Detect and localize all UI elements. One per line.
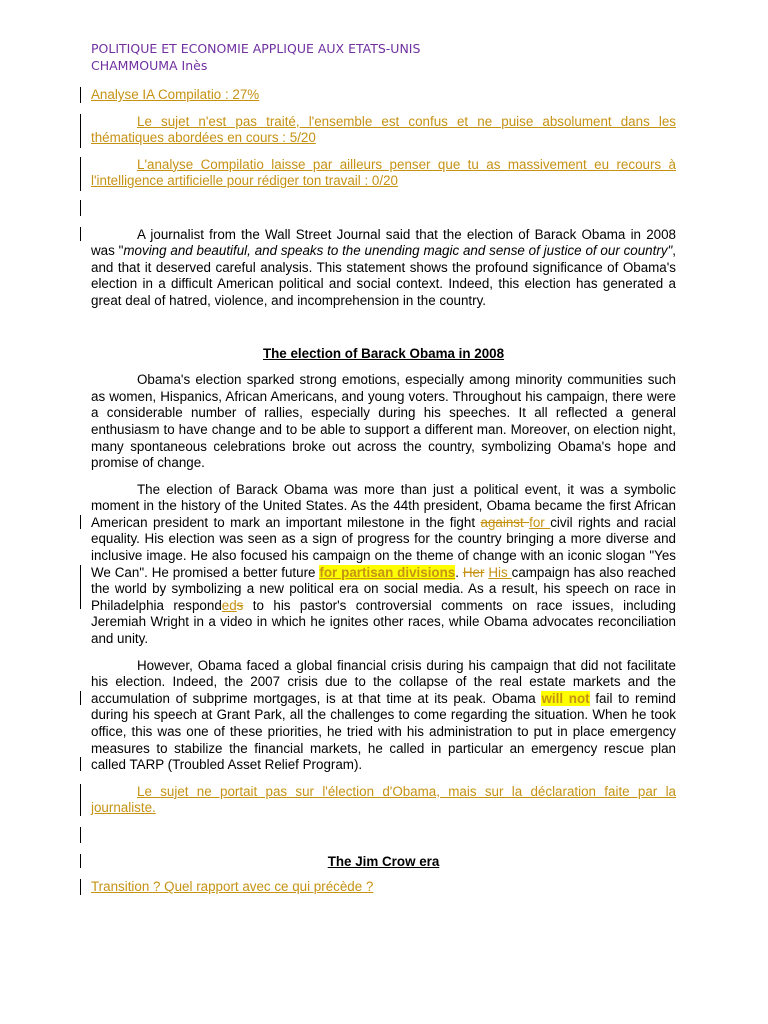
- body-paragraph-crisis: [91, 658, 676, 774]
- change-bar: [80, 200, 81, 216]
- body-text: .: [455, 564, 463, 580]
- body-text: campaign has also reached the world by symbolizing a new political era on social media. As a result, his speech on race in Philadelphia respond: [91, 564, 676, 613]
- student-name: CHAMMOUMA Inès: [91, 58, 208, 73]
- change-bar: [80, 691, 81, 705]
- intro-text: A journalist from the Wall Street Journal said that the election of Barack Obama in 2008 was ": [91, 226, 676, 259]
- deleted-text: Her: [462, 564, 485, 580]
- inserted-text: for: [529, 514, 551, 530]
- comment-text: Analyse IA Compilatio : 27%: [91, 87, 260, 102]
- body-text: civil rights and racial equality. His election was seen as a sign of progress for the country bringing a more diverse and inclusive image. He also focused his campaign on the theme of change with an iconic slogan "Yes We Can". He promised a better future: [91, 514, 677, 580]
- deleted-text: against: [480, 514, 530, 530]
- inserted-text: ed: [221, 597, 237, 613]
- inserted-text: His: [488, 564, 512, 580]
- highlighted-text: for partisan divisions: [319, 564, 456, 580]
- comment-transition: [91, 879, 676, 896]
- document-page: [91, 40, 676, 896]
- change-bar: [80, 87, 81, 103]
- comment-off-topic: [91, 784, 676, 817]
- comment-grade-ai: [91, 157, 676, 190]
- comment-grade-topic: [91, 114, 676, 147]
- course-title: POLITIQUE ET ECONOMIE APPLIQUE AUX ETATS-UNIS: [91, 41, 421, 56]
- change-bar: [80, 114, 81, 148]
- body-text: The election of Barack Obama was more than just a political event, it was a symbolic moment in the history of the United States. As the 44th president, Obama became the first African American president to mark an important milestone in the fight: [91, 481, 676, 530]
- empty-line: [91, 200, 676, 217]
- change-bar: [80, 757, 81, 771]
- change-bar: [80, 565, 81, 609]
- body-paragraph: Obama's election sparked strong emotions, especially among minority communities such as women, Hispanics, African Americans, and young voters. Throughout his campaign, there were a considerable number of rallies, especially during his speeches. It all reflected a general enthusiasm to have change and to be able to support a different man. Moreover, on election night, many spontaneous celebrations broke out across the country, symbolizing Obama's hope and promise of change.: [91, 372, 676, 471]
- change-bar: [80, 157, 81, 191]
- comment-text: Le sujet ne portait pas sur l'élection d'Obama, mais sur la déclaration faite par la journaliste.: [91, 783, 676, 816]
- comment-ai-score: [91, 87, 676, 104]
- body-text: fail to remind during his speech at Grant Park, all the challenges to come regarding the situation. When he took office, this was one of these priorities, he tried with his administration to put in place emergency measures to stabilize the financial markets, he called in particular an emergency rescue plan called TARP (Troubled Asset Relief Program).: [91, 690, 676, 773]
- change-bar: [80, 854, 81, 868]
- change-bar: [80, 227, 81, 241]
- section-heading-election: The election of Barack Obama in 2008: [262, 345, 505, 361]
- heading-text: The Jim Crow era: [327, 853, 440, 869]
- comment-text: Transition ? Quel rapport avec ce qui précède ?: [91, 879, 374, 895]
- deleted-text: s: [236, 597, 244, 613]
- change-bar: [80, 784, 81, 816]
- comment-text: Le sujet n'est pas traité, l'ensemble est confus et ne puise absolument dans les thématiques abordées en cours : 5/20: [91, 113, 676, 146]
- intro-text: , and that it deserved careful analysis. This statement shows the profound significance of Obama's election in a difficult American political and social context. Indeed, this election has generated a great deal of hatred, violence, and incomprehension in the country.: [91, 243, 676, 308]
- highlighted-text: will not: [541, 690, 590, 706]
- document-header: [91, 40, 676, 74]
- body-text: to his pastor's controversial comments on race issues, including Jeremiah Wright in a video in which he ignites other races, while Obama advocates reconciliation and unity.: [91, 597, 676, 647]
- body-text: However, Obama faced a global financial crisis during his campaign that did not facilitate his election. Indeed, the 2007 crisis due to the collapse of the real estate markets and the accumulation of subprime mortgages, is at that time at its peak. Obama: [91, 657, 676, 706]
- change-bar: [80, 879, 81, 895]
- section-heading-jim-crow: [91, 854, 676, 871]
- change-bar: [80, 827, 81, 843]
- comment-text: L'analyse Compilatio laisse par ailleurs penser que tu as massivement eu recours à l'intelligence artificielle pour rédiger ton travail : 0/20: [91, 156, 676, 189]
- empty-line: [91, 827, 676, 844]
- change-bar: [80, 515, 81, 529]
- intro-paragraph: [91, 227, 676, 310]
- body-paragraph-revised: [91, 482, 676, 648]
- intro-quote: moving and beautiful, and speaks to the unending magic and sense of justice of our country": [123, 243, 673, 259]
